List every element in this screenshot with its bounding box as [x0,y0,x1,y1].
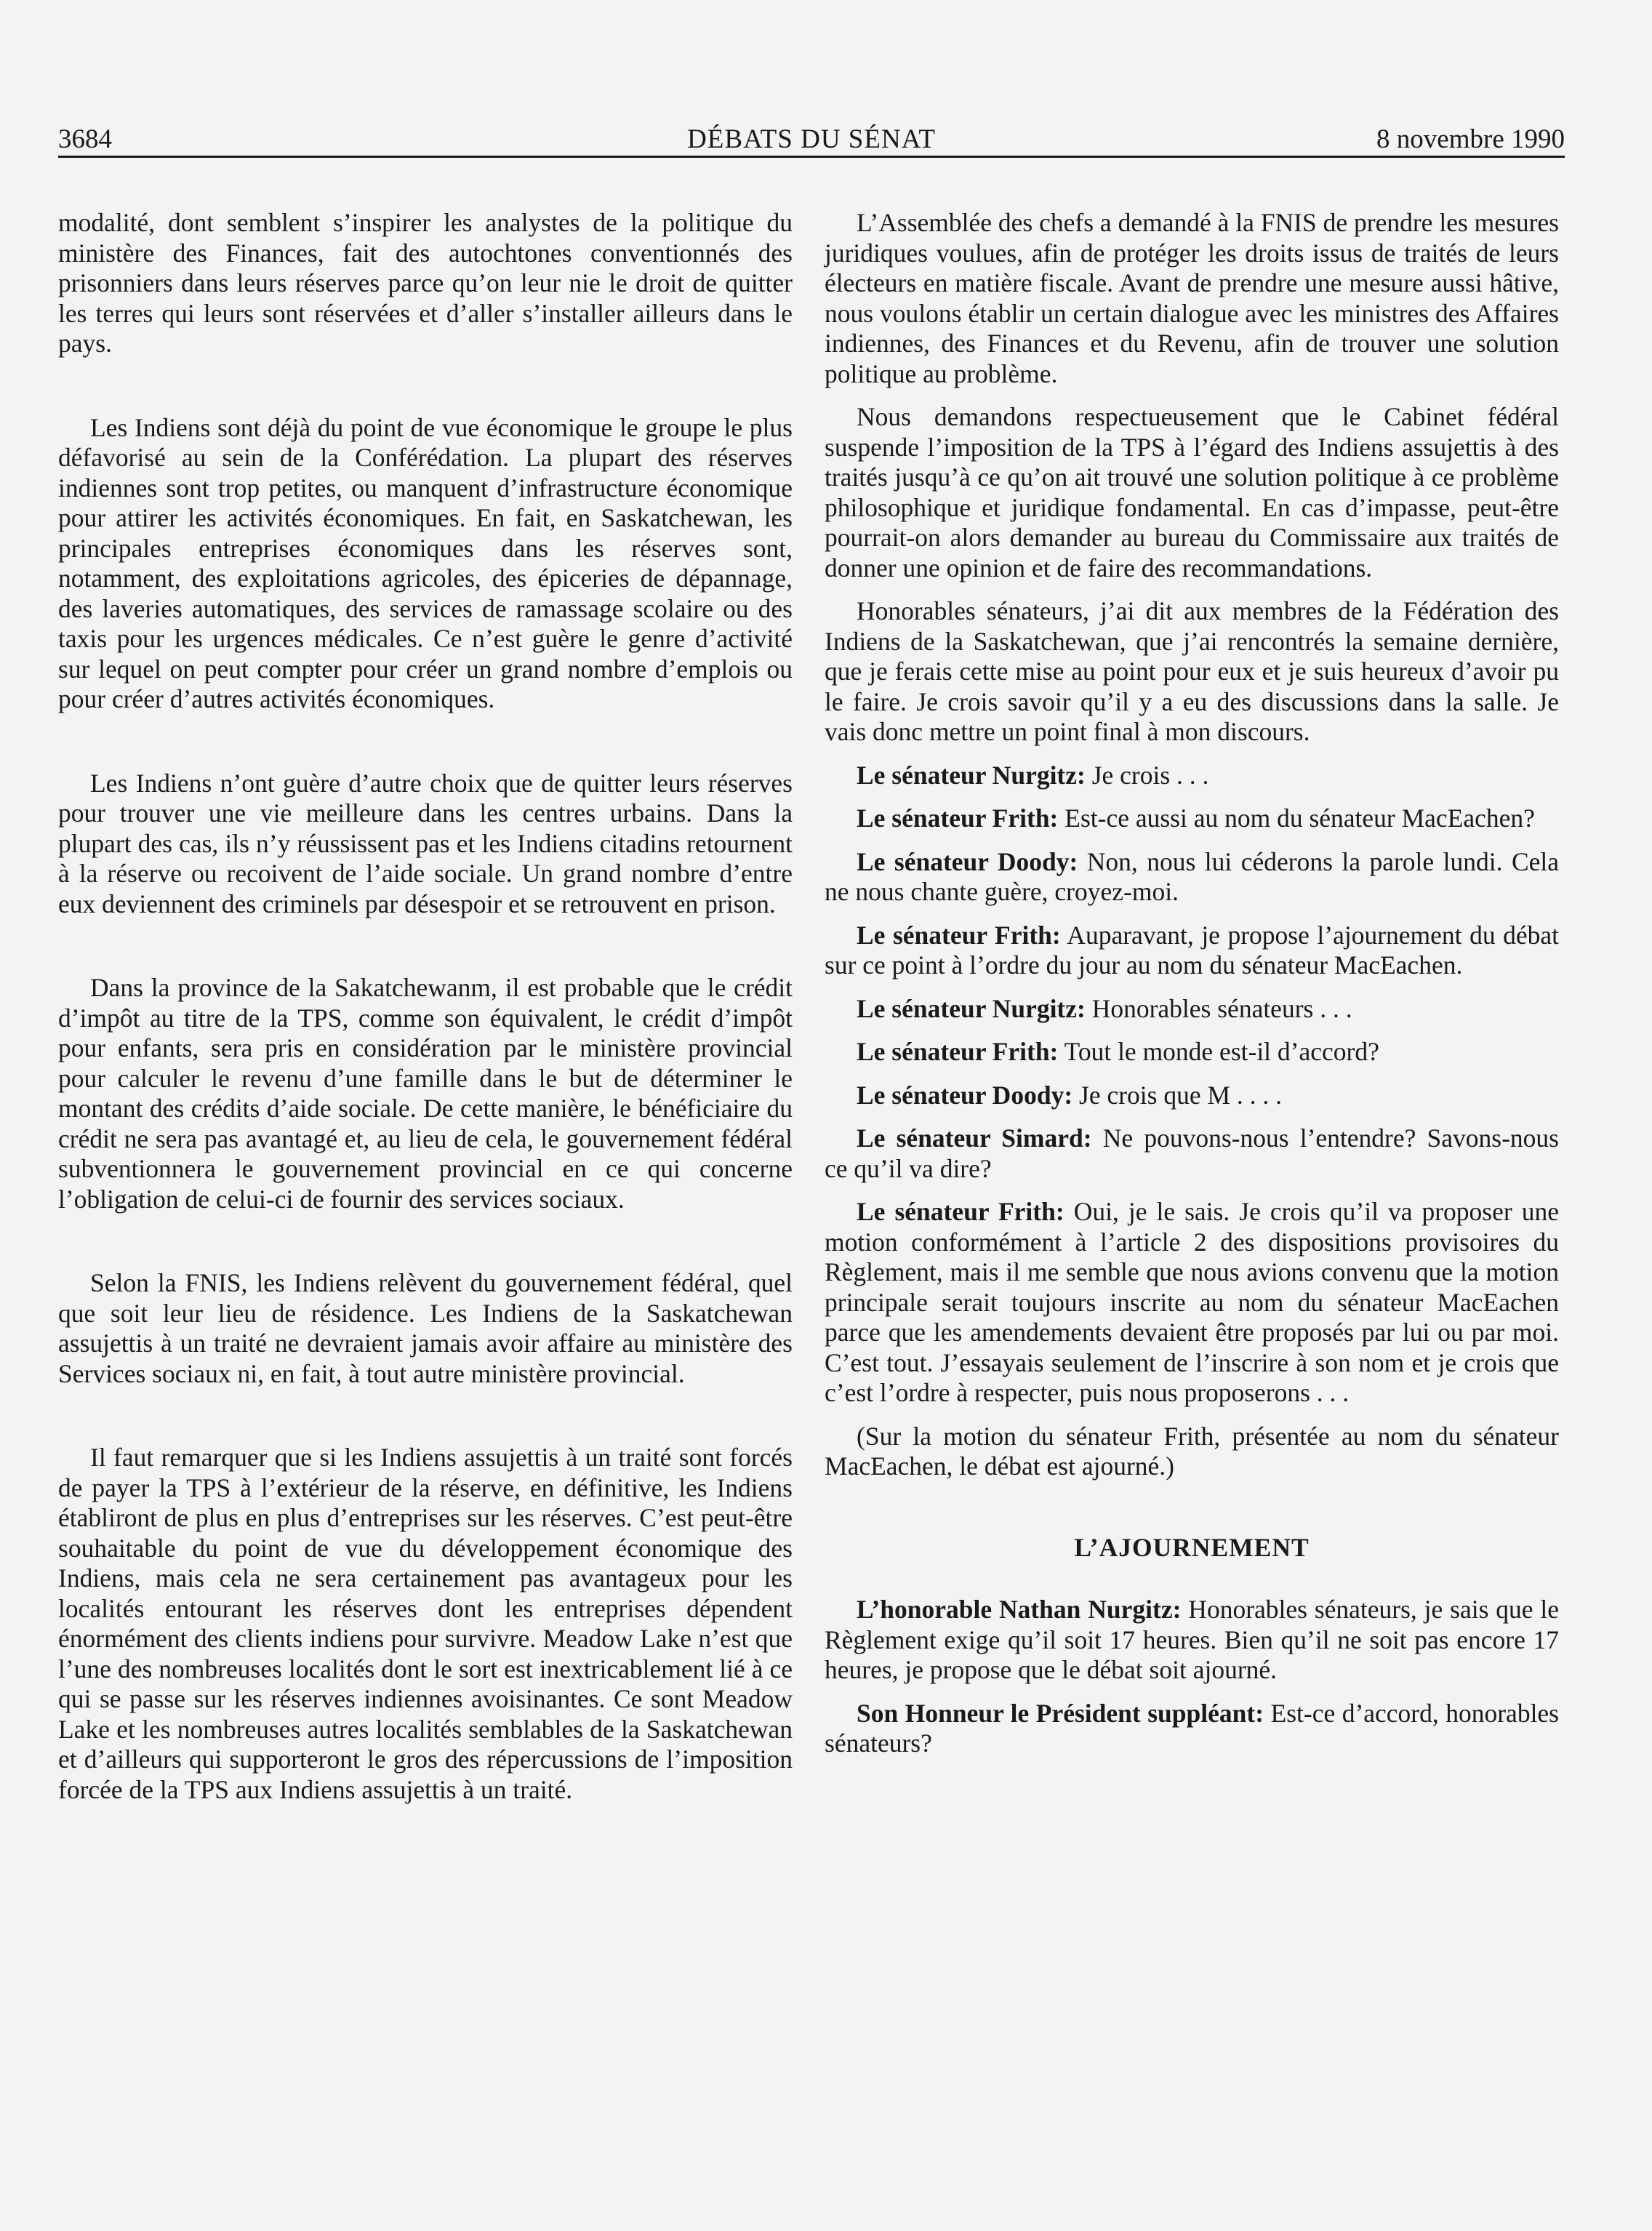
speech-text: Tout le monde est-il d’accord? [1058,1037,1379,1066]
speaker-name: Le sénateur Doody: [857,1080,1073,1110]
left-column [58,208,793,1859]
speech-turn [825,921,1559,981]
speech-turn [825,994,1559,1025]
speaker-name: Le sénateur Nurgitz: [857,760,1086,790]
section-heading: L’AJOURNEMENT [1074,1532,1310,1562]
motion-note: (Sur la motion du sénateur Frith, présentée au nom du sénateur MacEachen, le débat est ajourné.) [825,1421,1559,1481]
speech-text: Oui, je le sais. Je crois qu’il va proposer une motion conformément à l’article 2 des dispositions provisoires du Règlement, mais il me semble que nous avions convenu que la motion principale serait toujours inscrite au nom du sénateur MacEachen parce que les amendements devaient être proposés par lui ou par moi. C’est tout. J’essayais seulement de l’inscrire à son nom et je crois que c’est l’ordre à respecter, puis nous proposerons . . . [825,1197,1559,1407]
speaker-name: Le sénateur Nurgitz: [857,993,1086,1023]
speech-text: Non, nous lui céderons la parole lundi. Cela ne nous chante guère, croyez-moi. [825,846,1559,906]
paragraph: Honorables sénateurs, j’ai dit aux membres de la Fédération des Indiens de la Saskatchewan, que j’ai rencontrés la semaine dernière, que je ferais cette mise au point pour eux et je suis heureux d’avoir pu le faire. Je crois savoir qu’il y a eu des discussions dans la salle. Je vais donc mettre un point final à mon discours. [825,596,1559,746]
speech-turn [825,1197,1559,1409]
speaker-name: Le sénateur Simard: [857,1123,1092,1153]
header-rule [58,156,1565,158]
speaker-name: Son Honneur le Président suppléant: [857,1698,1264,1728]
paragraph: L’Assemblée des chefs a demandé à la FNIS de prendre les mesures juridiques voulues, afin de protéger les droits issus de traités de leurs électeurs en matière fiscale. Avant de prendre une mesure aussi hâtive, nous voulons établir un certain dialogue avec les ministres des Affaires indiennes, des Finances et du Revenu, afin de trouver une solution politique au problème. [825,208,1559,388]
speech-text: Honorables sénateurs, je sais que le Règlement exige qu’il soit 17 heures. Bien qu’il ne soit pas encore 17 heures, je propose que le débat soit ajourné. [825,1595,1559,1684]
speaker-name: Le sénateur Frith: [857,804,1059,833]
speech-text: Est-ce d’accord, honorables sénateurs? [825,1698,1559,1758]
speaker-name: Le sénateur Frith: [857,1197,1064,1226]
paragraph: Selon la FNIS, les Indiens relèvent du gouvernement fédéral, quel que soit leur lieu de résidence. Les Indiens de la Saskatchewan assujettis à un traité ne devraient jamais avoir affaire au ministère des Services sociaux ni, en fait, à tout autre ministère provincial. [58,1268,793,1388]
paragraph: Les Indiens sont déjà du point de vue économique le groupe le plus défavorisé au sein de la Conférédation. La plupart des réserves indiennes sont trop petites, ou manquent d’infrastructure économique pour attirer les activités économiques. En fait, en Saskatchewan, les principales entreprises économiques dans les réserves sont, notamment, des exploitations agricoles, des épiceries de dépannage, des laveries automatiques, des services de ramassage scolaire ou des taxis pour les urgences médicales. Ce n’est guère le genre d’activité sur lequel on peut compter pour créer un grand nombre d’emplois ou pour créer d’autres activités économiques. [58,412,793,713]
speaker-name: Le sénateur Frith: [857,920,1061,950]
paragraph: Nous demandons respectueusement que le Cabinet fédéral suspende l’imposition de la TPS à l’égard des Indiens assujettis à des traités jusqu’à ce qu’on ait trouvé une solution politique à ce problème philosophique et juridique fondamental. En cas d’impasse, peut-être pourrait-on alors demander au bureau du Commissaire aux traités de donner une opinion et de faire des recommandations. [825,402,1559,582]
speech-turn [825,1037,1559,1068]
speaker-name: Le sénateur Doody: [857,846,1078,876]
speech-turn [825,761,1559,791]
speech-text: Ne pouvons-nous l’entendre? Savons-nous ce qu’il va dire? [825,1123,1559,1183]
header-date: 8 novembre 1990 [1376,124,1565,154]
page-header [58,121,1565,159]
speech-turn [825,1081,1559,1111]
paragraph: Dans la province de la Sakatchewanm, il est probable que le crédit d’impôt au titre de la TPS, comme son équivalent, le crédit d’impôt pour enfants, sera pris en considération par le ministère provincial pour calculer le revenu d’une famille dans le but de déterminer le montant des crédits d’aide sociale. De cette manière, le bénéficiaire du crédit ne sera pas avantagé et, au lieu de cela, le gouvernement fédéral subventionnera le gouvernement provincial en ce qui concerne l’obligation de celui-ci de fournir des services sociaux. [58,973,793,1214]
speech-text: Est-ce aussi au nom du sénateur MacEachen? [1058,804,1535,833]
speech-text: Je crois . . . [1085,760,1209,790]
paragraph: modalité, dont semblent s’inspirer les analystes de la politique du ministère des Finances, fait des autochtones conventionnés des prisonniers dans leurs réserves parce qu’on leur nie le droit de quitter les terres qui leurs sont réservées et d’aller s’installer ailleurs dans le pays. [58,208,793,358]
page-number: 3684 [58,124,112,154]
speech-text: Je crois que M . . . . [1072,1080,1283,1110]
speech-turn [825,1595,1559,1686]
speech-turn [825,1699,1559,1759]
running-title: DÉBATS DU SÉNAT [687,124,936,154]
speech-turn [825,804,1559,834]
speaker-name: Le sénateur Frith: [857,1037,1059,1066]
paragraph: Il faut remarquer que si les Indiens assujettis à un traité sont forcés de payer la TPS à l’extérieur de la réserve, en définitive, les Indiens établiront de plus en plus d’entreprises sur les réserves. C’est peut-être souhaitable du point de vue du développement économique des Indiens, mais cela ne sera certainement pas avantageux pour les localités entourant les réserves dont les entreprises dépendent énormément des clients indiens pour survivre. Meadow Lake n’est que l’une des nombreuses localités dont le sort est inextricablement lié à ce qui se passe sur les réserves indiennes avoisinantes. Ce sont Meadow Lake et les nombreuses autres localités semblables de la Saskatchewan et d’ailleurs qui supporteront le gros des répercussions de l’imposition forcée de la TPS aux Indiens assujettis à un traité. [58,1443,793,1804]
right-column [825,208,1559,1772]
speech-turn [825,1123,1559,1184]
speech-turn [825,847,1559,908]
paragraph: Les Indiens n’ont guère d’autre choix que de quitter leurs réserves pour trouver une vie meilleure dans les centres urbains. Dans la plupart des cas, ils n’y réussissent pas et les Indiens citadins retournent à la réserve ou recoivent de l’aide sociale. Un grand nombre d’entre eux deviennent des criminels par désespoir et se retrouvent en prison. [58,768,793,918]
speaker-name: L’honorable Nathan Nurgitz: [857,1595,1182,1624]
speech-text: Auparavant, je propose l’ajournement du débat sur ce point à l’ordre du jour au nom du sénateur MacEachen. [825,920,1559,980]
speech-text: Honorables sénateurs . . . [1085,993,1352,1023]
